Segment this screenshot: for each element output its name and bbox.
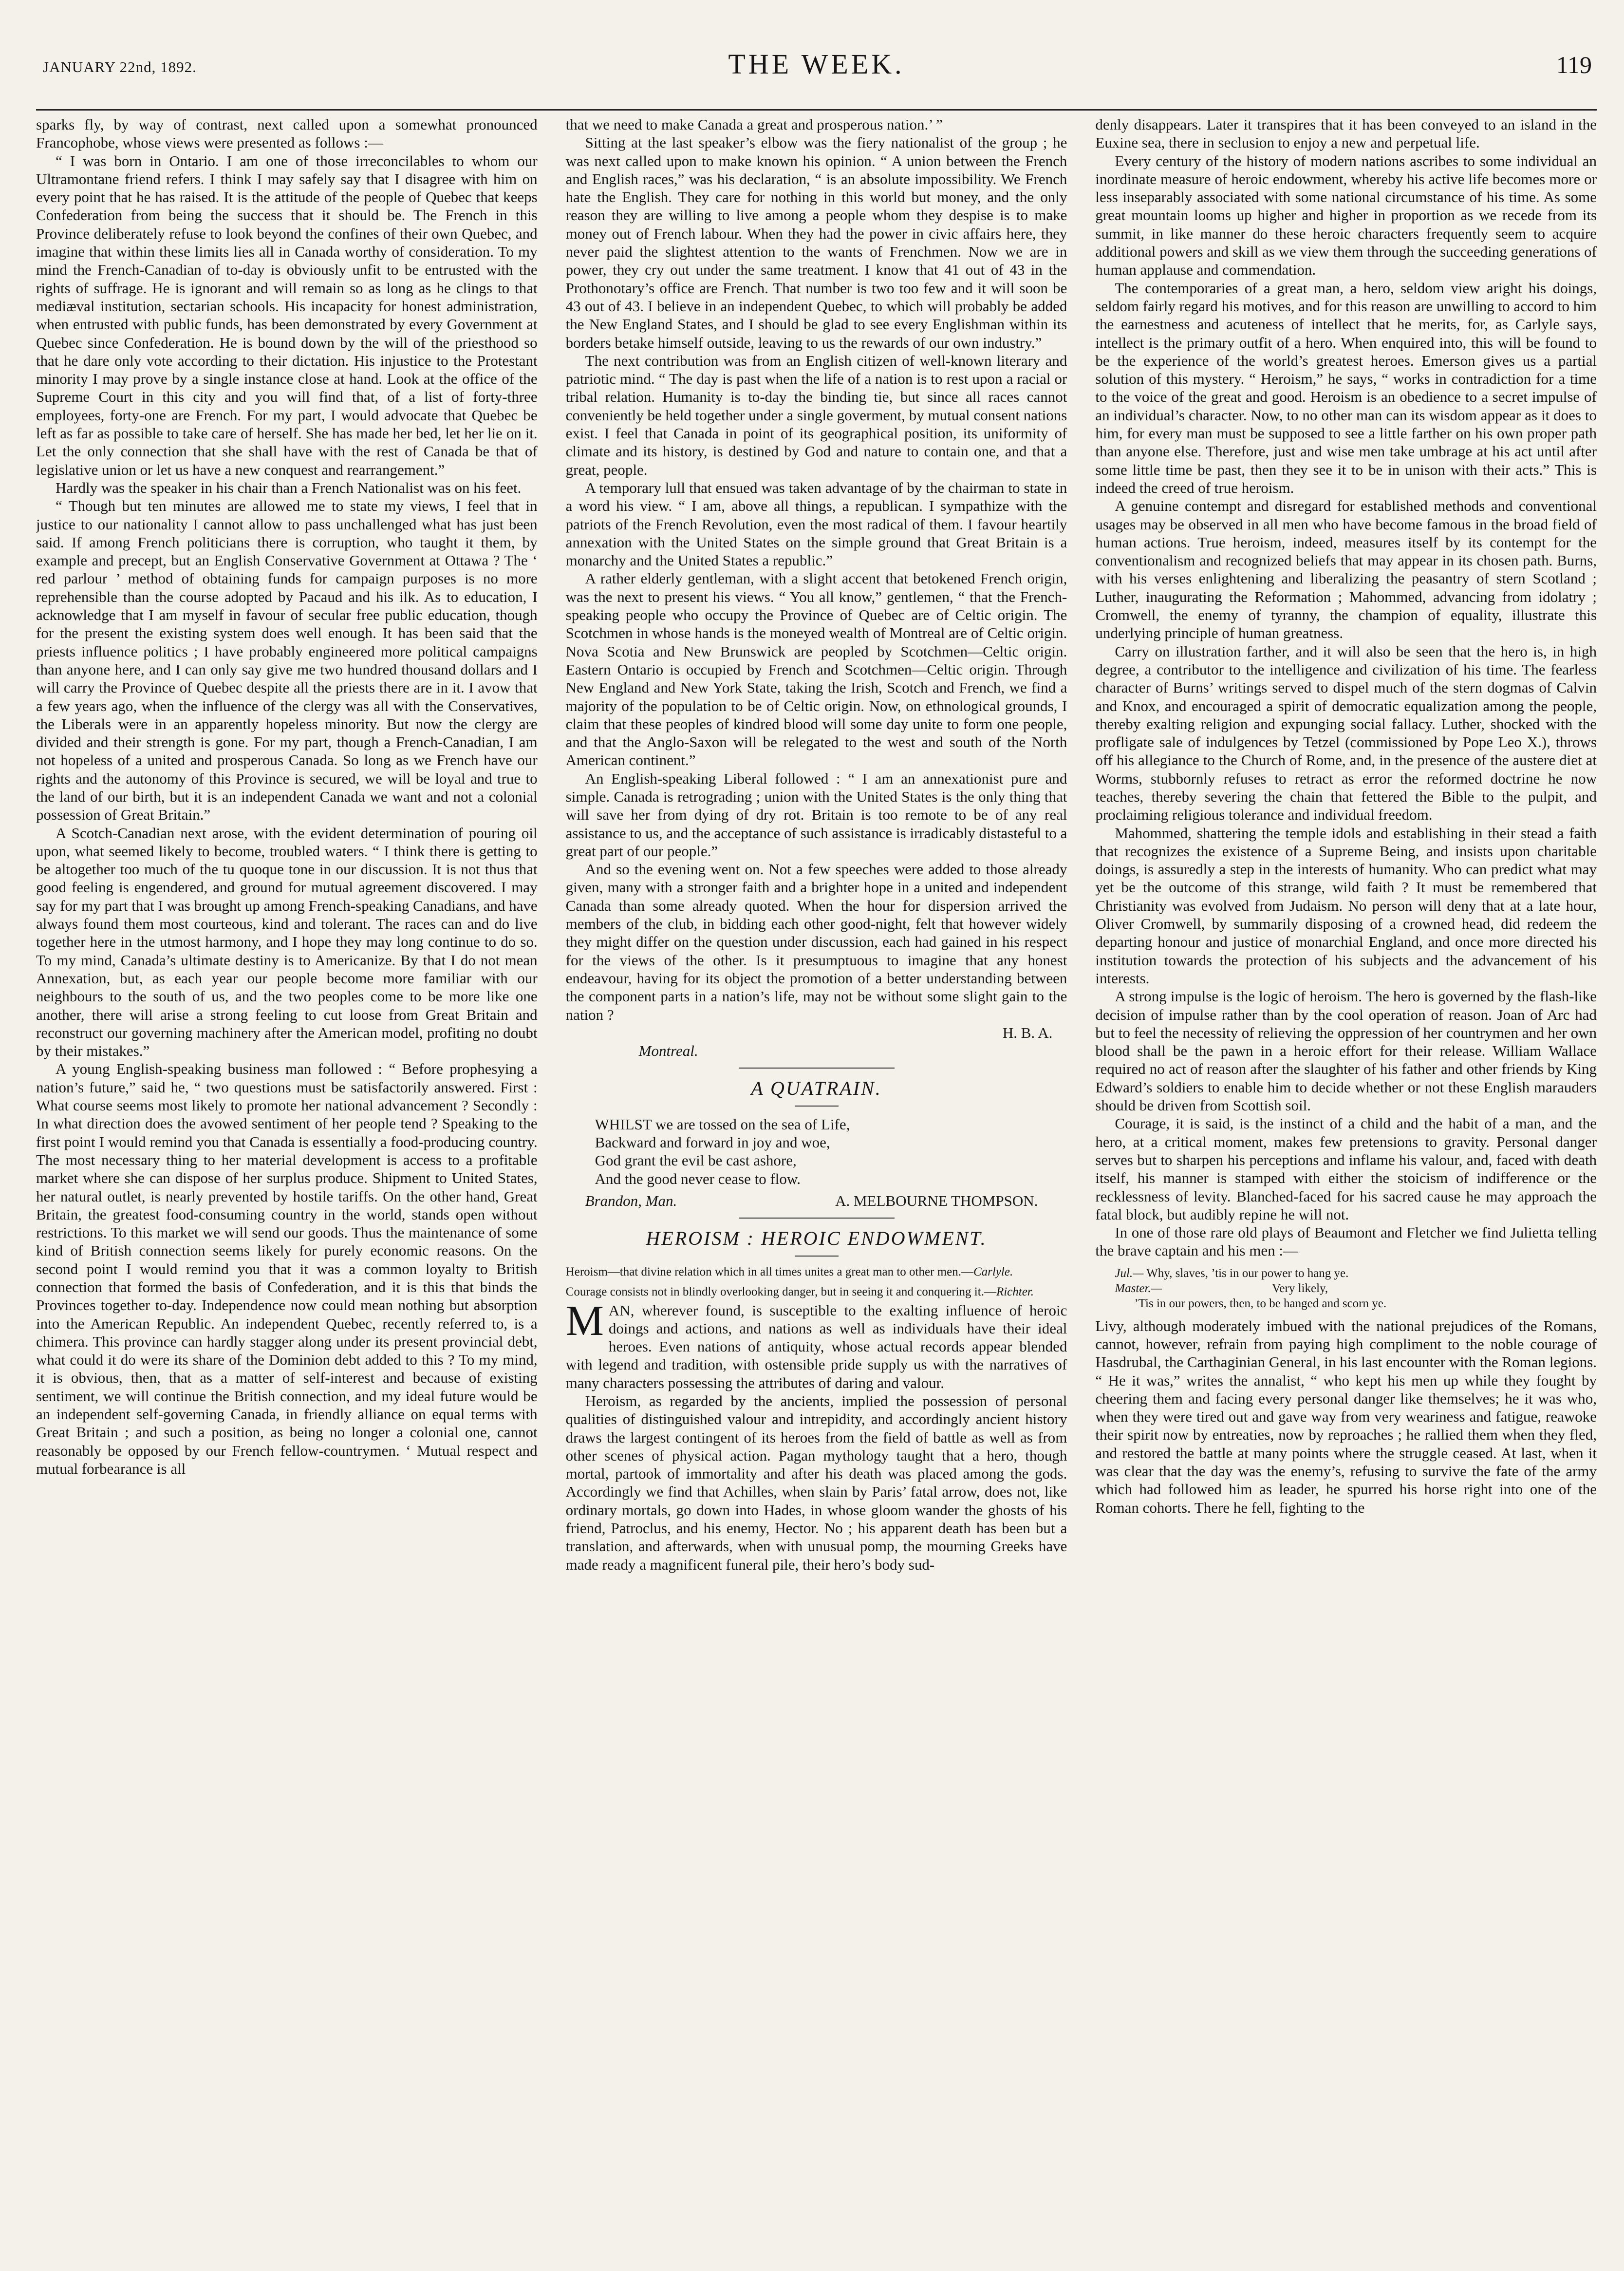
paragraph: that we need to make Canada a great and prosperous nation.’ ” — [565, 116, 943, 133]
epigraph-source: Carlyle. — [973, 1265, 1013, 1278]
heroism-title: HEROISM : HEROIC ENDOWMENT. — [646, 1227, 987, 1250]
issue-date: JANUARY 22nd, 1892. — [43, 58, 197, 75]
paragraph: A rather elderly gentleman, with a slight accent that betokened French origin, was the next to present his views. “ You all know,” gentlemen, “ that the French-speaking people who occupy the Province of Quebec are of Celtic origin. The Scotchmen in whose hands is the moneyed wealth of Montreal are of Celtic origin. Nova Scotia and New Brunswick are peopled by Scotchmen—Celtic origin. Eastern Ontario is occupied by French and Scotchmen—Celtic origin. Through New England and New York State, taking the Irish, Scotch and French, we find a majority of the population to be of Celtic origin. Now, on ethnological grounds, I claim that these peoples of kindred blood will some day unite to form one people, and that the Anglo-Saxon will be relegated to the west and south of the North American continent.” — [565, 570, 1067, 769]
quatrain-title: A QUATRAIN. — [751, 1077, 882, 1100]
paragraph: “ Though but ten minutes are allowed me to state my views, I feel that in justice to our nationality I cannot allow to pass unchallenged what has just been said. If among French politicians there is corruption, who taught it them, by example and precept, but an English Conservative Government at Ottawa ? The ‘ red parlour ’ method of obtaining funds for campaign purposes is no more reprehensible than the course adopted by Pacaud and his ilk. As to education, I acknowledge that I am myself in favour of secular free public education, though for the present the existing system does well enough. It has been said that the priests influence politics ; I have probably engineered more political campaigns than anyone here, and I can only say give me two hundred thousand dollars and I will carry the Province of Quebec despite all the priests there are in it. I avow that a few years ago, when the influence of the clergy was all with the Conservatives, the Liberals were in an apparently hopeless minority. But now the clergy are divided and their strength is gone. For my part, though a French-Canadian, I am not hopeless of a united and prosperous Canada. So long as we French have our rights and the autonomy of this Province is secured, we will be loyal and true to the land of our birth, but it is an independent Canada we want and not a colonial possession of Great Britain.” — [36, 497, 538, 824]
epigraph — [566, 1264, 1067, 1279]
epigraph-text: Heroism—that divine relation which in all times unites a great man to other men.— — [565, 1265, 973, 1278]
quatrain-byline — [585, 1192, 1038, 1210]
paragraph-text: AN, wherever found, is susceptible to the exalting influence of heroic doings and actions, and nations as well as individuals have their ideal heroes. Even nations of antiquity, whose actual records appear blended with legend and tradition, with ostensible pride supply us with the narratives of many characters possessing the attributes of daring and valour. — [565, 1301, 1067, 1391]
quote-line — [1115, 1266, 1597, 1281]
paragraph: A genuine contempt and disregard for established methods and conventional usages may be observed in all men who have become famous in the broad field of human actions. True heroism, indeed, measures itself by its contempt for the conventionalism and recognized beliefs that may appear in its chosen path. Burns, with his verses enlightening and liberalizing the peasantry of stern Scotland ; Luther, inaugurating the Reformation ; Mahommed, advancing from idolatry ; Cromwell, the enemy of tyranny, the champion of equality, illustrate this underlying principle of human greatness. — [1095, 497, 1597, 642]
paragraph: An English-speaking Liberal followed : “ I am an annexationist pure and simple. Canada is retrograding ; union with the United States is the only thing that will save her from dying of dry rot. Britain is too remote to be of any real assistance to us, and the acceptance of such assistance is irradicably distasteful to a great part of our people.” — [565, 770, 1067, 860]
paragraph: Sitting at the last speaker’s elbow was the fiery nationalist of the group ; he was next called upon to make known his opinion. “ A union between the French and English races,” was his declaration, “ is an absolute impossibility. We French hate the English. They care for nothing in this world but money, and the only reason they are willing to live among a people whom they despise is to make money out of French labour. When they had the power in civic affairs here, they never paid the slightest attention to the wants of Frenchmen. Now we are in power, they cry out under the same treatment. I know that 41 out of 43 in the Prothonotary’s office are French. That number is two too few and it will soon be 43 out of 43. I believe in an independent Quebec, to which will probably be added the New England States, and I should be glad to see every Englishman within its borders betake himself outside, leaving to us the rewards of our own industry.” — [565, 134, 1067, 351]
quote-text: Very likely, — [1272, 1281, 1328, 1295]
paragraph: And so the evening went on. Not a few speeches were added to those already given, many with a stronger faith and a brighter hope in a united and independent Canada than some already quoted. When the hour for dispersion arrived the members of the club, in bidding each other good-night, felt that however widely they might differ on the question under discussion, each had gained in his respect for the views of the other. Is it presumptuous to imagine that any honest endeavour, having for its object the promotion of a better understanding between the component parts in a nation’s life, may not be without some slight gain to the nation ? — [565, 861, 1067, 1023]
quote-speaker: Master.— — [1115, 1281, 1162, 1295]
paragraph — [565, 1297, 1067, 1392]
paragraph: Mahommed, shattering the temple idols and establishing in their stead a faith that recognizes the existence of a Supreme Being, and insists upon charitable doings, is assuredly a step in the interests of humanity. Who can predict what may yet be the outcome of this strange, wild faith ? It must be remembered that Christianity was evolved from Judaism. No person will deny that at a late hour, Oliver Cromwell, by summarily disposing of a crowned head, did redeem the departing honour and justice of monarchial England, and once more directed his institution towards the protection of his subjects and the advancement of his interests. — [1095, 824, 1597, 987]
column-3 — [1095, 115, 1597, 2249]
quote-text: Why, slaves, ’tis in our power to hang ye. — [1146, 1266, 1349, 1280]
article-place: Montreal. — [638, 1042, 698, 1060]
paragraph: The contemporaries of a great man, a hero, seldom view aright his doings, seldom fairly regard his motives, and for this reason are unwilling to accord to him the earnestness and acuteness of intellect that he merits, for, as Carlyle says, intellect is the primary outfit of a hero. When enquired into, this will be found to be the experience of the world’s greatest heroes. Emerson gives us a partial solution of this mystery. “ Heroism,” he says, “ works in contradiction for a time to the voice of the great and good. Heroism is an obedience to a secret impulse of an individual’s character. Now, to no other man can its wisdom appear as it does to him, for every man must be supposed to see a little farther on his own proper path than anyone else. Therefore, just and wise men take umbrage at his act until after some little time be past, then they see it to be in unison with their acts.” This is indeed the creed of true heroism. — [1095, 279, 1597, 496]
poem-line: God grant the evil be cast ashore, — [595, 1152, 797, 1169]
quote-line — [1115, 1281, 1597, 1296]
paragraph: A young English-speaking business man followed : “ Before prophesying a nation’s future,” said he, “ two questions must be satisfactorily answered. First : What course seems most likely to promote her national advancement ? Secondly : In what direction does the avowed sentiment of her people tend ? Speaking to the first point I would remind you that Canada is essentially a food-producing country. The most necessary thing to her material development is access to a profitable market where she can dispose of her surplus produce. Shipment to United States, her natural outlet, is nearly prevented by hostile tariffs. On the other hand, Great Britain, the greatest food-consuming country in the world, stands open without restrictions. To this market we will send our goods. Thus the maintenance of some kind of British connection seems likely for purely economic reasons. On the second point I would remind you that it was a common loyalty to British connection that formed the basis of Confederation, and it is this that binds the Provinces together to-day. Independence now could mean nothing but absorption into the American Republic. An independent Quebec, recently referred to, is a chimera. This province can hardly stagger along under its present provincial debt, what could it do were its share of the Dominion debt added to this ? To my mind, it is obvious, then, that as a matter of self-interest and because of existing sentiment, we will continue the British connection, and my ideal future would be an independent self-governing Canada, in friendly alliance on equal terms with Great Britain ; and such a position, as being no longer a colonial one, cannot reasonably be opposed by our French fellow-countrymen. ‘ Mutual respect and mutual forbearance is all — [36, 1060, 538, 1477]
epigraph-text: Courage consists not in blindly overlooking danger, but in seeing it and conquering it.— — [565, 1285, 996, 1298]
paragraph: “ I was born in Ontario. I am one of those irreconcilables to whom our Ultramontane friend refers. I think I may safely say that I disagree with him on every point that he has raised. It is the attitude of the people of Quebec that keeps Confederation from being the success that it should be. The French in this Province deliberately refuse to look beyond the confines of their own Quebec, and imagine that within these limits lies all in Canada worthy of consideration. To my mind the French-Canadian of to-day is obviously unfit to be entrusted with the rights of suffrage. He is ignorant and will remain so as long as he clings to that mediæval institution, sectarian schools. His incapacity for honest administration, when entrusted with public funds, has been demonstrated by every Government at Quebec since Confederation. He is bound down by the will of the priesthood so that he dare only vote according to their dictation. His injustice to the Protestant minority I may prove by a single instance close at hand. Look at the office of the Supreme Court in this city and you will find that, of a list of forty-three employees, forty-one are French. For my part, I would advocate that Quebec be left as far as possible to take care of herself. She has made her bed, let her lie on it. Let the only connection that she shall have with the rest of Canada be that of legislative union or let us have a new conquest and rearrangement.” — [36, 152, 538, 478]
quatrain-author: A. MELBOURNE THOMPSON. — [835, 1192, 1038, 1209]
play-quotation — [1115, 1266, 1597, 1311]
paragraph: Every century of the history of modern nations ascribes to some individual an inordinate measure of heroic endowment, whereby his active life becomes more or less inseparably associated with some national circumstance of his time. As some great mountain looms up higher and higher in proportion as we recede from its summit, in like manner do these heroic characters frequently seem to acquire additional powers and skill as we view them through the succeeding generations of human applause and commendation. — [1095, 152, 1597, 279]
paragraph: Hardly was the speaker in his chair than a French Nationalist was on his feet. — [56, 479, 522, 496]
paragraph: Carry on illustration farther, and it will also be seen that the hero is, in high degree, a contributor to the intelligence and civilization of his time. The fearless character of Burns’ writings served to dispel much of the stern dogmas of Calvin and Knox, and encouraged a spirit of democratic equalization among the people, thereby exalting religion and expunging social fallacy. Luther, shocked with the profligate sale of indulgences by Tetzel (commissioned by Pope Leo X.), throws off his allegiance to the Church of Rome, and, in the presence of the austere diet at Worms, stubbornly refuses to retract as error the reformed doctrine he now teaches, thereby severing the chain that fettered the Bible to the pulpit, and proclaiming religious tolerance and individual freedom. — [1095, 642, 1597, 824]
paragraph: Livy, although moderately imbued with the national prejudices of the Romans, cannot, however, refrain from paying high compliment to the noble courage of Hasdrubal, the Carthaginian General, in his last encounter with the Roman legions. “ He it was,” writes the annalist, “ who kept his men up while they fought by cheering them and facing every personal danger like themselves; he it was who, when they were tired out and gave way from very weariness and fatigue, reawoke their spirit now by entreaties, now by reproaches ; he rallied them when they fled, and restored the battle at many points where the struggle ceased. At last, when it was clear that the day was the enemy’s, refusing to survive the fate of the army which had followed him as leader, he spurred his horse right into one of the Roman cohorts. There he fell, fighting to the — [1095, 1317, 1597, 1516]
paragraph: The next contribution was from an English citizen of well-known literary and patriotic mind. “ The day is past when the life of a nation is to rest upon a racial or tribal relation. Humanity is to-day the binding tie, but since all races cannot conveniently be held together under a single goverment, by mutual consent nations exist. I feel that Canada in point of its geographical position, its uniformity of climate and its history, is destined by God and nature to contain one, and that a great, people. — [565, 352, 1067, 478]
paragraph: Heroism, as regarded by the ancients, implied the possession of personal qualities of distinguished valour and intrepidity, and accordingly ancient history draws the largest contingent of its heroes from the field of battle as well as from other scenes of physical action. Pagan mythology taught that a hero, though mortal, partook of immortality and after his death was placed among the gods. Accordingly we find that Achilles, when slain by Paris’ fatal arrow, does not, like ordinary mortals, go down into Hades, in whose gloom wander the ghosts of his friend, Patroclus, and his enemy, Hector. No ; his apparent death has been but a translation, and afterwards, when with unusual pomp, the mourning Greeks have made ready a magnificent funeral pile, their hero’s body sud- — [565, 1392, 1067, 1573]
column-1 — [36, 115, 538, 2249]
paragraph: A Scotch-Canadian next arose, with the evident determination of pouring oil upon, what seemed likely to become, troubled waters. “ I think there is getting to be altogether too much of the tu quoque tone in our discussion. It is not thus that good feeling is engendered, and ground for mutual agreement discovered. I may say for my part that I was brought up among French-speaking Canadians, and have always found them most courteous, kind and tolerant. The races can and do live together here in the utmost harmony, and I hope they may long continue to do so. To my mind, Canada’s ultimate destiny is to Americanize. By that I do not mean Annexation, but, as each year our people become more familiar with our neighbours to the south of us, and the two peoples come to be more like one another, there will arise a strong feeling to cut loose from Great Britain and reconstruct our governing machinery after the American model, profiting no doubt by their mistakes.” — [36, 824, 538, 1060]
poem-line: And the good never cease to flow. — [595, 1170, 801, 1187]
paragraph: sparks fly, by way of contrast, next called upon a somewhat pronounced Francophobe, whose views were presented as follows :— — [36, 116, 538, 151]
title-rule — [795, 1106, 839, 1107]
paragraph: A temporary lull that ensued was taken advantage of by the chairman to state in a word his view. “ I am, above all things, a republican. I sympathize with the patriots of the French Revolution, even the most radical of them. I favour heartily annexation with the United States on the simple ground that Great Britain is a monarchy and the United States a republic.” — [565, 479, 1067, 569]
paragraph: Courage, it is said, is the instinct of a child and the habit of a man, and the hero, at a critical moment, makes few pretensions to gravity. Personal danger serves but to sharpen his perceptions and inflame his valour, and, faced with death itself, his manner is stamped with either the stoicism of indifference or the recklessness of levity. Blanched-faced for his sacred cause he may approach the fatal block, but audibly repine he will not. — [1095, 1115, 1597, 1223]
page-number: 119 — [1556, 51, 1592, 78]
paragraph: denly disappears. Later it transpires that it has been conveyed to an island in the Euxine sea, there in seclusion to enjoy a new and perpetual life. — [1095, 116, 1597, 151]
epigraph-source: Richter. — [996, 1285, 1034, 1298]
article-signature: H. B. A. — [1002, 1024, 1053, 1041]
column-2 — [566, 115, 1067, 2249]
section-divider — [739, 1068, 895, 1069]
article-columns — [36, 115, 1597, 2249]
poem-line: Backward and forward in joy and woe, — [595, 1134, 830, 1151]
paragraph: A strong impulse is the logic of heroism. The hero is governed by the flash-like decision of impulse rather than by the cool operation of reason. Joan of Arc had but to feel the necessity of relieving the oppression of her countrymen and her own blood shall be the pawn in a heroic effort for their release. William Wallace required no act of reason after the slaughter of his father and other friends by King Edward’s soldiers to enable him to decide whether or not these English marauders should be driven from Scottish soil. — [1095, 988, 1597, 1114]
section-divider — [739, 1218, 895, 1219]
quatrain-poem — [595, 1115, 1067, 1188]
quote-line: ’Tis in our powers, then, to be hanged and scorn ye. — [1134, 1296, 1387, 1310]
epigraph — [566, 1284, 1067, 1299]
paragraph: In one of those rare old plays of Beaumont and Fletcher we find Julietta telling the brave captain and his men :— — [1095, 1224, 1597, 1259]
drop-cap: M — [565, 1297, 604, 1345]
quatrain-place: Brandon, Man. — [585, 1192, 677, 1209]
heroism-opening — [565, 1297, 1067, 1392]
masthead — [36, 47, 1597, 111]
quote-speaker: Jul.— — [1115, 1266, 1144, 1280]
poem-line: WHILST we are tossed on the sea of Life, — [595, 1115, 850, 1133]
publication-title: THE WEEK. — [728, 48, 905, 80]
title-rule — [795, 1256, 839, 1257]
